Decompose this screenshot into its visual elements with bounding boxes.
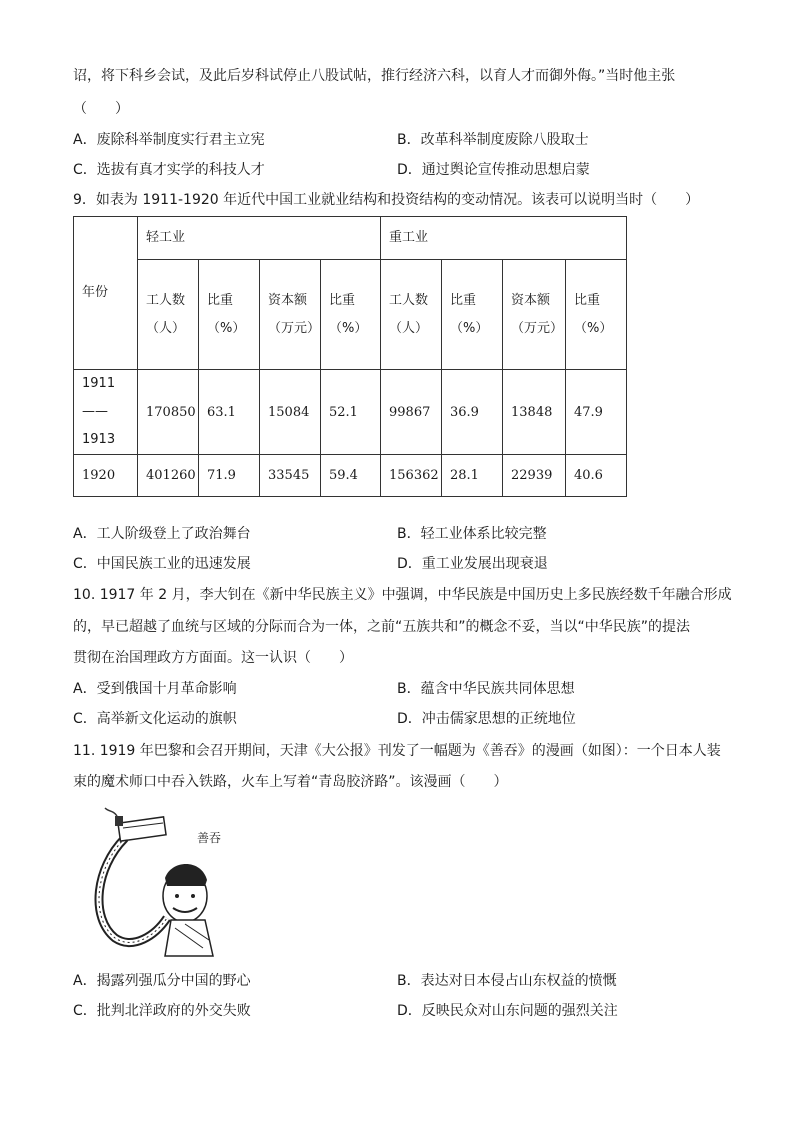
table-row	[74, 370, 627, 455]
table-cell: 40.6	[566, 455, 627, 497]
table-cell: 28.1	[442, 455, 503, 497]
table-cell: 156362	[381, 455, 442, 497]
table-cell: 33545	[260, 455, 321, 497]
q8-option-c[interactable]: C．选拔有真才实学的科技人才	[73, 162, 265, 178]
q9-stem: 9．如表为 1911-1920 年近代中国工业就业结构和投资结构的变动情况。该表可以说明当时（ ）	[73, 192, 700, 208]
table-cell: 13848	[503, 370, 566, 455]
table-col-header: 资本额（万元）	[503, 260, 566, 370]
q9-option-b[interactable]: B．轻工业体系比较完整	[397, 526, 547, 542]
table-cell: 22939	[503, 455, 566, 497]
q11-option-c[interactable]: C．批判北洋政府的外交失败	[73, 1003, 251, 1019]
table-col-header: 比重（%）	[199, 260, 260, 370]
table-col-header: 比重（%）	[442, 260, 503, 370]
table-header-year: 年份	[74, 217, 138, 370]
q8-option-a[interactable]: A．废除科举制度实行君主立宪	[73, 132, 265, 148]
comic-illustration	[85, 808, 222, 956]
q11-stem-line1: 11. 1919 年巴黎和会召开期间，天津《大公报》刊发了一幅题为《善吞》的漫画（如图）：一个日本人装	[73, 743, 721, 759]
q11-option-d[interactable]: D．反映民众对山东问题的强烈关注	[397, 1003, 618, 1019]
table-col-header: 比重（%）	[321, 260, 381, 370]
table-col-header: 工人数（人）	[138, 260, 199, 370]
q8-stem-line2: （ ）	[73, 101, 129, 117]
q10-option-a[interactable]: A．受到俄国十月革命影响	[73, 681, 237, 697]
q11-option-b[interactable]: B．表达对日本侵占山东权益的愤慨	[397, 973, 617, 989]
q10-stem-line2: 的，早已超越了血统与区域的分际而合为一体，之前“五族共和”的概念不妥，当以“中华民族”的提法	[73, 619, 691, 635]
table-cell: 59.4	[321, 455, 381, 497]
table-cell: 99867	[381, 370, 442, 455]
q8-stem-line1: 诏，将下科乡会试，及此后岁科试停止八股试帖，推行经济六科，以育人才而御外侮。”当时他主张	[73, 68, 676, 84]
table-col-header: 工人数（人）	[381, 260, 442, 370]
table-cell: 170850	[138, 370, 199, 455]
table-cell: 52.1	[321, 370, 381, 455]
q10-option-c[interactable]: C．高举新文化运动的旗帜	[73, 711, 237, 727]
q10-option-b[interactable]: B．蕴含中华民族共同体思想	[397, 681, 575, 697]
table-header-light-industry: 轻工业	[138, 217, 381, 260]
q10-stem-line1: 10. 1917 年 2 月，李大钊在《新中华民族主义》中强调，中华民族是中国历史上多民族经数千年融合形成	[73, 587, 732, 603]
comic-title: 善吞	[197, 831, 222, 845]
q8-option-d[interactable]: D．通过舆论宣传推动思想启蒙	[397, 162, 590, 178]
table-cell-year: 1911——1913	[74, 370, 138, 455]
q9-option-d[interactable]: D．重工业发展出现衰退	[397, 556, 548, 572]
table-cell: 71.9	[199, 455, 260, 497]
table-cell: 36.9	[442, 370, 503, 455]
q9-data-table	[73, 216, 627, 497]
table-header-heavy-industry: 重工业	[381, 217, 627, 260]
table-cell-year: 1920	[74, 455, 138, 497]
table-cell: 15084	[260, 370, 321, 455]
table-cell: 47.9	[566, 370, 627, 455]
q10-option-d[interactable]: D．冲击儒家思想的正统地位	[397, 711, 576, 727]
q11-stem-line2: 束的魔术师口中吞入铁路，火车上写着“青岛胶济路”。该漫画（ ）	[73, 774, 508, 790]
q8-option-b[interactable]: B．改革科举制度废除八股取士	[397, 132, 589, 148]
q9-option-a[interactable]: A．工人阶级登上了政治舞台	[73, 526, 251, 542]
table-cell: 63.1	[199, 370, 260, 455]
q10-stem-line3: 贯彻在治国理政方方面面。这一认识（ ）	[73, 650, 353, 666]
table-col-header: 比重（%）	[566, 260, 627, 370]
table-col-header: 资本额（万元）	[260, 260, 321, 370]
table-cell: 401260	[138, 455, 199, 497]
q11-option-a[interactable]: A．揭露列强瓜分中国的野心	[73, 973, 251, 989]
q9-option-c[interactable]: C．中国民族工业的迅速发展	[73, 556, 251, 572]
table-row	[74, 455, 627, 497]
